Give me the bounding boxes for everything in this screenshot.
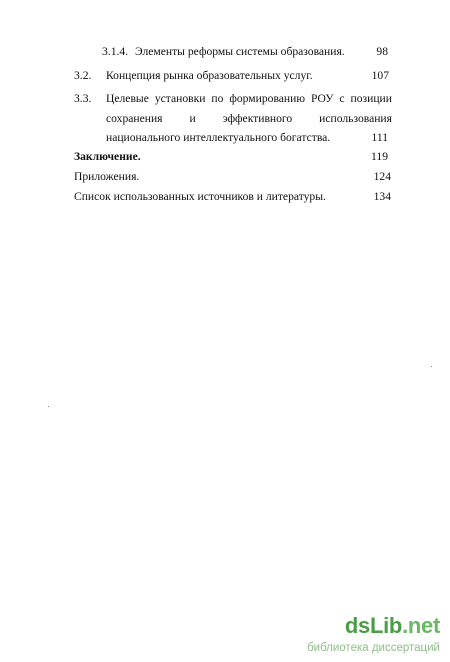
toc-entry-3-3-page: 111 bbox=[371, 131, 388, 144]
toc-entry-appendices-title: Приложения. bbox=[74, 170, 140, 183]
scan-speck bbox=[431, 366, 432, 367]
watermark-logo bbox=[345, 614, 440, 638]
word: и bbox=[189, 112, 196, 125]
word: Целевые bbox=[106, 92, 149, 105]
word: использования bbox=[319, 112, 392, 125]
word: позиции bbox=[350, 92, 392, 105]
toc-entry-3-2-number: 3.2. bbox=[74, 69, 92, 82]
watermark-brand-suffix: .net bbox=[402, 613, 440, 638]
toc-entry-3-2-page: 107 bbox=[371, 69, 389, 82]
toc-entry-3-2-title: Концепция рынка образовательных услуг. bbox=[106, 69, 313, 82]
toc-entry-3-3-number: 3.3. bbox=[74, 92, 92, 105]
word: с bbox=[339, 92, 345, 105]
word: РОУ bbox=[310, 92, 334, 105]
word: по bbox=[211, 92, 224, 105]
watermark-subtitle: библиотека диссертаций bbox=[307, 642, 440, 654]
toc-entry-conclusion-page: 119 bbox=[371, 150, 388, 163]
toc-entry-appendices-page: 124 bbox=[373, 170, 391, 183]
toc-entry-conclusion-title: Заключение. bbox=[74, 150, 141, 163]
toc-entry-3-3-title-line-2 bbox=[106, 112, 392, 126]
word: сохранения bbox=[106, 112, 163, 125]
toc-entry-3-3-title-line-1 bbox=[106, 92, 392, 106]
toc-entry-references-page: 134 bbox=[373, 190, 391, 203]
toc-entry-3-3-title-line-3: национального интеллектуального богатства. bbox=[106, 131, 331, 144]
toc-entry-3-1-4-page: 98 bbox=[376, 45, 388, 58]
toc-entry-3-1-4-number: 3.1.4. bbox=[102, 45, 129, 58]
watermark-brand: dsLib bbox=[344, 613, 403, 638]
toc-entry-3-1-4-title: Элементы реформы системы образования. bbox=[135, 45, 345, 58]
word: эффективного bbox=[222, 112, 293, 125]
toc-entry-references-title: Список использованных источников и литературы. bbox=[74, 190, 326, 203]
scan-speck bbox=[48, 406, 49, 407]
word: формированию bbox=[229, 92, 305, 105]
word: установки bbox=[154, 92, 206, 105]
